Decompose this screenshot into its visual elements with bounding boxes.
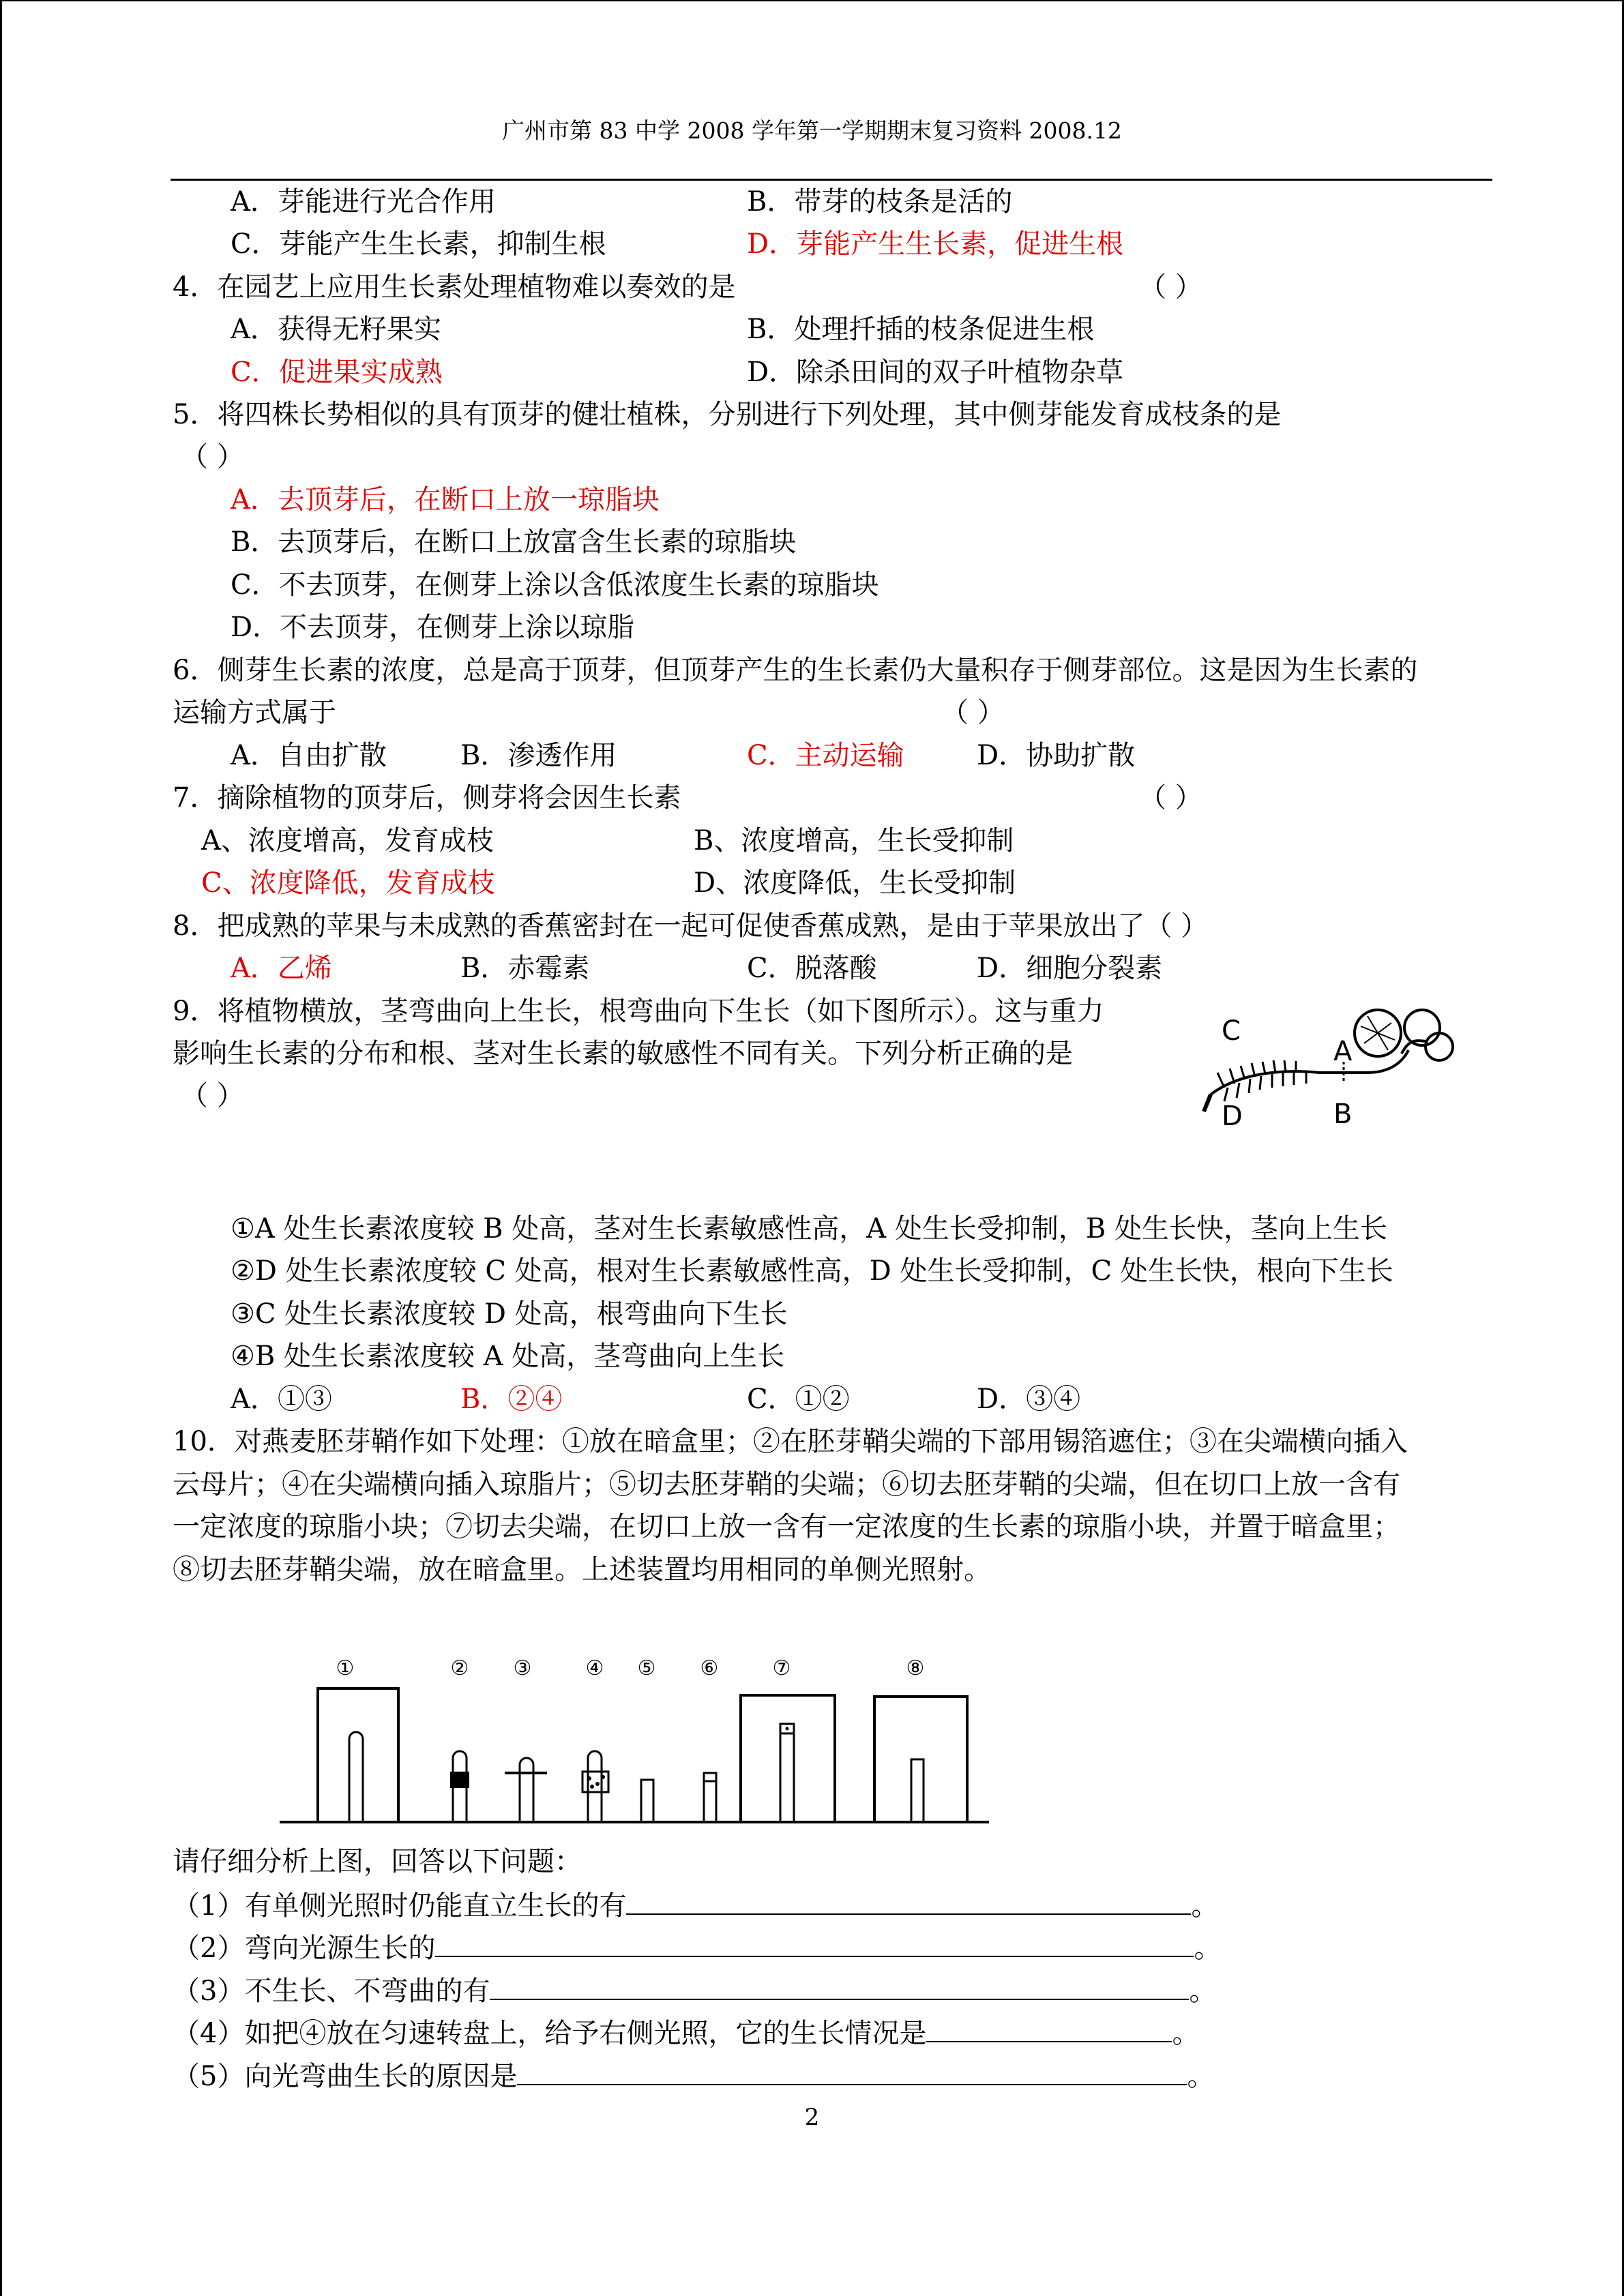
- fig-label-1: ①: [336, 1656, 355, 1680]
- q8-stem: 8．把成熟的苹果与未成熟的香蕉密封在一起可促使香蕉成熟，是由于苹果放出了（ ）: [173, 910, 1209, 942]
- coleoptile-8: [911, 1759, 924, 1822]
- q7-option-d: D、浓度降低，生长受抑制: [694, 867, 1016, 899]
- q10-subq-1-text: （1）有单侧光照时仍能直立生长的有: [173, 1890, 627, 1922]
- q3-option-d-answer: D．芽能产生生长素，促进生根: [747, 228, 1124, 260]
- q10-subq-2: [173, 1930, 1221, 1965]
- coleoptile-5: [641, 1780, 653, 1822]
- q10-line-2: 云母片；④在尖端横向插入琼脂片；⑤切去胚芽鞘的尖端；⑥切去胚芽鞘的尖端，但在切口上放一含有: [173, 1469, 1400, 1500]
- q9-option-a: A．①③: [231, 1384, 332, 1415]
- q5-paren: （ ）: [181, 441, 244, 473]
- q10-subq-4-period: 。: [1172, 2018, 1200, 2049]
- auxin-dot-7: [786, 1727, 789, 1731]
- q10-subq-5: [173, 2058, 1214, 2093]
- root-tip: [1204, 1094, 1211, 1112]
- q10-prompt: 请仔细分析上图，回答以下问题：: [173, 1846, 582, 1877]
- dark-box-7: [741, 1695, 835, 1822]
- agar-block-6: [704, 1773, 716, 1781]
- page-border-left: [0, 0, 2, 2296]
- q4-paren: （ ）: [1139, 271, 1202, 303]
- q10-answer-blank-5[interactable]: [517, 2058, 1187, 2085]
- q10-answer-blank-4[interactable]: [926, 2015, 1172, 2042]
- q5-option-b: B．去顶芽后，在断口上放富含生长素的琼脂块: [231, 526, 797, 558]
- q9-statement-2: ②D 处生长素浓度较 C 处高，根对生长素敏感性高，D 处生长受抑制，C 处生长快，根向下生长: [231, 1255, 1393, 1287]
- q5-option-d: D．不去顶芽，在侧芽上涂以琼脂: [231, 612, 635, 643]
- fig-label-8: ⑧: [906, 1656, 925, 1680]
- q10-line-4: ⑧切去胚芽鞘尖端，放在暗盒里。上述装置均用相同的单侧光照射。: [173, 1554, 991, 1585]
- coleoptile-7: [780, 1733, 794, 1822]
- q6-option-d: D．协助扩散: [977, 740, 1136, 771]
- q7-option-c-answer: C、浓度降低，发育成枝: [201, 867, 495, 899]
- q10-subq-4: [173, 2015, 1199, 2051]
- q10-answer-blank-3[interactable]: [490, 1973, 1189, 2000]
- q9-statement-3: ③C 处生长素浓度较 D 处高，根弯曲向下生长: [231, 1298, 788, 1330]
- q10-coleoptile-figure: [273, 1650, 1003, 1834]
- q7-stem: 7．摘除植物的顶芽后，侧芽将会因生长素: [173, 782, 681, 814]
- q4-option-b: B．处理扦插的枝条促进生根: [747, 314, 1095, 345]
- q6-option-a: A．自由扩散: [231, 740, 387, 771]
- coleoptile-1: [349, 1732, 363, 1822]
- q9-option-c: C．①②: [747, 1384, 850, 1415]
- agar-4: [582, 1772, 608, 1792]
- q10-answer-blank-1[interactable]: [626, 1888, 1191, 1915]
- q7-paren: （ ）: [1139, 782, 1202, 814]
- shoot-curve: [1402, 1041, 1426, 1054]
- root-hairs: [1217, 1060, 1306, 1101]
- q9-option-b-answer: B．②④: [460, 1384, 563, 1415]
- q8-option-a-answer: A．乙烯: [231, 953, 332, 984]
- q5-option-a-answer: A．去顶芽后，在断口上放一琼脂块: [231, 484, 660, 516]
- q10-subq-3: [173, 1973, 1216, 2008]
- q10-subq-4-text: （4）如把④放在匀速转盘上，给予右侧光照，它的生长情况是: [173, 2018, 927, 2049]
- label-b: B: [1333, 1099, 1353, 1129]
- fig-label-5: ⑤: [637, 1656, 656, 1680]
- page-header: 广州市第 83 中学 2008 学年第一学期期末复习资料 2008.12: [502, 117, 1122, 144]
- coleoptile-3: [520, 1758, 533, 1822]
- header-rule: [171, 179, 1492, 181]
- label-a: A: [1333, 1036, 1353, 1067]
- dark-box-1: [318, 1688, 398, 1822]
- q10-subq-3-text: （3）不生长、不弯曲的有: [173, 1976, 490, 2007]
- q7-option-a: A、浓度增高，发育成枝: [201, 825, 494, 856]
- q10-subq-1-period: 。: [1191, 1890, 1219, 1922]
- page-border-top: [0, 0, 1624, 1]
- q6-paren: （ ）: [941, 697, 1005, 728]
- q9-statement-1: ①A 处生长素浓度较 B 处高，茎对生长素敏感性高，A 处生长受抑制，B 处生长快，茎向上生长: [231, 1213, 1387, 1244]
- q9-plant-figure: [1197, 992, 1456, 1129]
- q9-stem-line2: 影响生长素的分布和根、茎对生长素的敏感性不同有关。下列分析正确的是: [173, 1038, 1073, 1069]
- q4-stem: 4．在园艺上应用生长素处理植物难以奏效的是: [173, 271, 736, 303]
- q6-option-b: B．渗透作用: [460, 740, 617, 771]
- q4-option-d: D．除杀田间的双子叶植物杂草: [747, 357, 1124, 388]
- q8-option-c: C．脱落酸: [747, 953, 877, 984]
- fig-label-4: ④: [585, 1656, 604, 1680]
- label-d: D: [1222, 1101, 1243, 1129]
- q6-stem-line2: 运输方式属于: [173, 697, 336, 728]
- page-number: 2: [804, 2104, 820, 2131]
- q5-stem: 5．将四株长势相似的具有顶芽的健壮植株，分别进行下列处理，其中侧芽能发育成枝条的是: [173, 399, 1282, 430]
- q3-option-b: B．带芽的枝条是活的: [747, 186, 1013, 218]
- q10-subq-3-period: 。: [1189, 1976, 1217, 2007]
- q9-option-d: D．③④: [977, 1384, 1081, 1415]
- q10-subq-2-text: （2）弯向光源生长的: [173, 1933, 436, 1964]
- label-c: C: [1222, 1015, 1241, 1047]
- fig-label-7: ⑦: [772, 1656, 791, 1680]
- q8-option-b: B．赤霉素: [460, 953, 590, 984]
- q9-statement-4: ④B 处生长素浓度较 A 处高，茎弯曲向上生长: [231, 1341, 785, 1372]
- q10-line-1: 10．对燕麦胚芽鞘作如下处理：①放在暗盒里；②在胚芽鞘尖端的下部用锡箔遮住；③在尖端横向插入: [173, 1426, 1408, 1457]
- coleoptile-6: [704, 1781, 716, 1822]
- q6-option-c-answer: C．主动运输: [747, 740, 904, 771]
- q9-paren: （ ）: [181, 1080, 244, 1112]
- seed-texture: [1361, 1016, 1395, 1050]
- q8-option-d: D．细胞分裂素: [977, 953, 1163, 984]
- q10-subq-5-period: 。: [1187, 2061, 1215, 2092]
- q6-stem-line1: 6．侧芽生长素的浓度，总是高于顶芽，但顶芽产生的生长素仍大量积存于侧芽部位。这是因为生长素的: [173, 655, 1418, 686]
- q10-subq-2-period: 。: [1194, 1933, 1222, 1964]
- q7-option-b: B、浓度增高，生长受抑制: [694, 825, 1014, 856]
- q3-option-a: A．芽能进行光合作用: [231, 186, 496, 218]
- q5-option-c: C．不去顶芽，在侧芽上涂以含低浓度生长素的琼脂块: [231, 569, 879, 601]
- q9-stem-line1: 9．将植物横放，茎弯曲向上生长，根弯曲向下生长（如下图所示）。这与重力: [173, 996, 1104, 1027]
- leaf-circle-2: [1426, 1033, 1453, 1060]
- q3-option-c: C．芽能产生生长素，抑制生根: [231, 228, 606, 260]
- q10-subq-1: [173, 1888, 1218, 1923]
- q10-line-3: 一定浓度的琼脂小块；⑦切去尖端，在切口上放一含有一定浓度的生长素的琼脂小块，并置于暗盒里；: [173, 1511, 1400, 1542]
- q10-subq-5-text: （5）向光弯曲生长的原因是: [173, 2061, 518, 2092]
- fig-label-2: ②: [450, 1656, 469, 1680]
- q4-option-c-answer: C．促进果实成熟: [231, 357, 443, 388]
- q10-answer-blank-2[interactable]: [435, 1930, 1194, 1957]
- q4-option-a: A．获得无籽果实: [231, 314, 441, 345]
- fig-label-3: ③: [513, 1656, 532, 1680]
- tinfoil-2: [450, 1772, 469, 1788]
- fig-label-6: ⑥: [700, 1656, 719, 1680]
